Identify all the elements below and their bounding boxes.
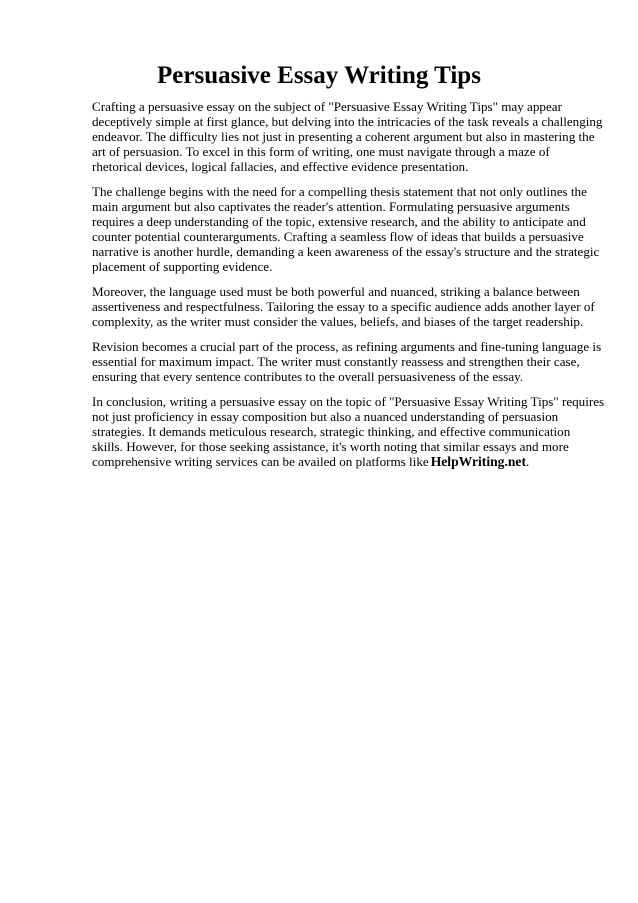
- paragraph-line: strategies. It demands meticulous research, strategic thinking, and effective communication: [92, 423, 571, 439]
- paragraph-line: ensuring that every sentence contributes to the overall persuasiveness of the essay.: [92, 369, 524, 384]
- paragraph-line: placement of supporting evidence.: [92, 259, 273, 275]
- paragraph-line: Crafting a persuasive essay on the subject of "Persuasive Essay Writing Tips" may appear: [92, 99, 562, 114]
- paragraph-line: Moreover, the language used must be both powerful and nuanced, striking a balance between: [92, 284, 580, 300]
- paragraph: [92, 99, 612, 174]
- paragraph-line: counter potential counterarguments. Crafting a seamless flow of ideas that builds a persuasive: [92, 229, 584, 245]
- paragraph-line: deceptively simple at first glance, but delving into the intricacies of the task reveals a challenging: [92, 114, 603, 130]
- paragraph-line-with-brand: [92, 454, 612, 469]
- document-title: Persuasive Essay Writing Tips: [157, 62, 481, 89]
- paragraph: [92, 184, 612, 275]
- paragraph-line: The challenge begins with the need for a compelling thesis statement that not only outlines the: [92, 183, 587, 199]
- paragraph-line: In conclusion, writing a persuasive essay on the topic of "Persuasive Essay Writing Tips" requires: [92, 393, 605, 409]
- paragraph-line: complexity, as the writer must consider the values, beliefs, and biases of the target readership.: [92, 314, 584, 330]
- document-body: [92, 99, 612, 479]
- brand-link[interactable]: HelpWriting.net: [430, 453, 526, 469]
- paragraph-line: rhetorical devices, logical fallacies, and effective evidence presentation.: [92, 159, 469, 175]
- brand-suffix: .: [525, 453, 530, 469]
- paragraph-line: art of persuasion. To excel in this form of writing, one must navigate through a maze of: [92, 144, 550, 160]
- paragraph: [92, 339, 612, 384]
- paragraph-line: not just proficiency in essay composition but also a nuanced understanding of persuasion: [92, 408, 559, 424]
- paragraph-line: endeavor. The difficulty lies not just in presenting a coherent argument but also in mastering the: [92, 129, 595, 145]
- paragraph-line: requires a deep understanding of the topic, extensive research, and the ability to anticipate and: [92, 214, 586, 230]
- paragraph-line: essential for maximum impact. The writer must constantly reassess and strengthen their case,: [92, 353, 580, 369]
- paragraph-line: narrative is another hurdle, demanding a keen awareness of the essay's structure and the strategic: [92, 244, 600, 260]
- paragraph-line: main argument but also captivates the reader's attention. Formulating persuasive arguments: [92, 199, 570, 215]
- paragraph-line: Revision becomes a crucial part of the process, as refining arguments and fine-tuning language is: [92, 338, 602, 354]
- paragraph-line: comprehensive writing services can be availed on platforms like: [92, 453, 429, 469]
- paragraph: [92, 394, 612, 469]
- paragraph-line: skills. However, for those seeking assistance, it's worth noting that similar essays and more: [92, 438, 569, 454]
- paragraph-line: assertiveness and respectfulness. Tailoring the essay to a specific audience adds another layer of: [92, 299, 595, 315]
- paragraph: [92, 284, 612, 329]
